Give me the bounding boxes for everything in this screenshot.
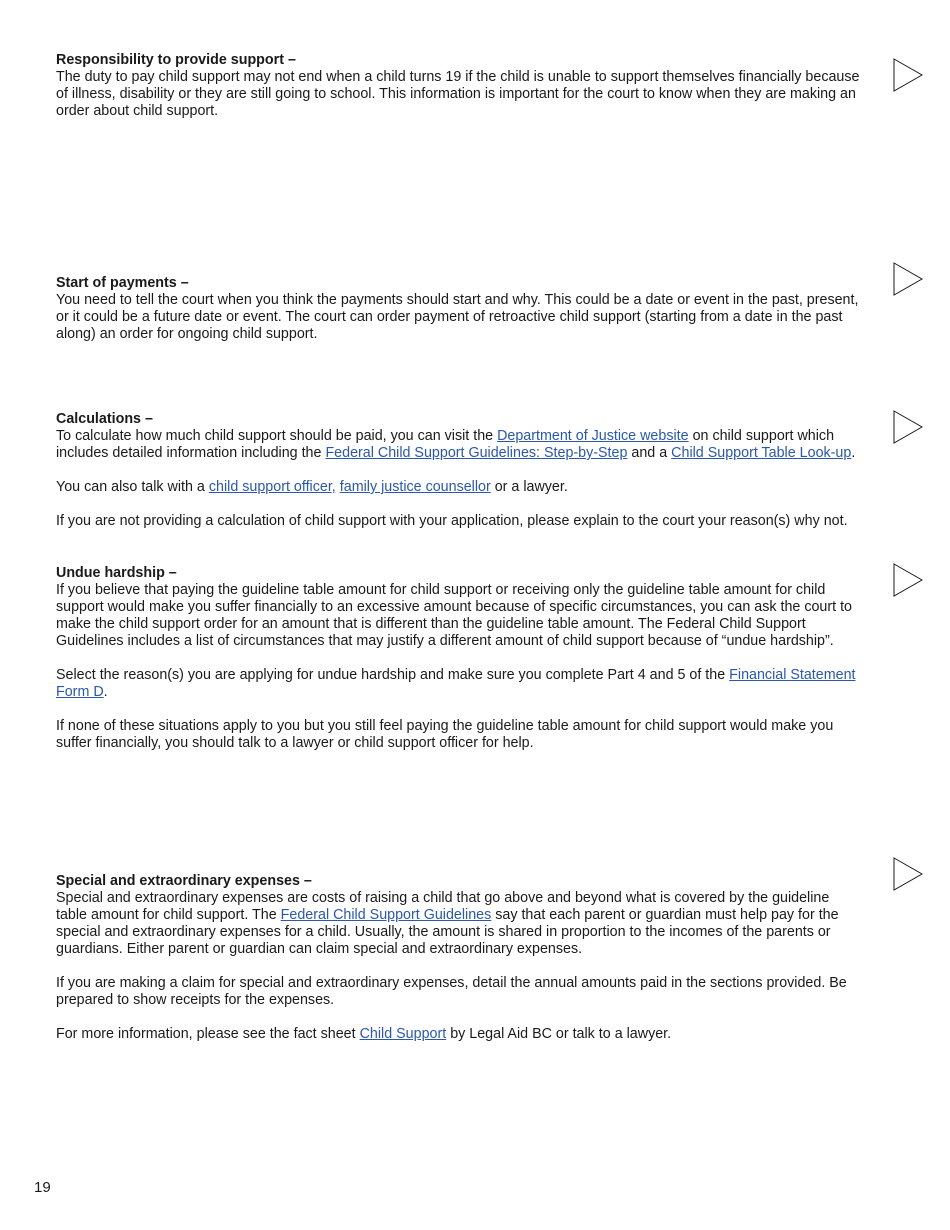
section-responsibility (56, 52, 862, 120)
paragraph: If you are making a claim for special and extraordinary expenses, detail the annual amounts paid in the sections provided. Be prepared to show receipts for the expenses. (56, 975, 847, 1008)
financial-statement-form-d-link[interactable]: Financial Statement Form D (56, 667, 856, 700)
triangle-arrow-icon (893, 410, 923, 444)
paragraph: If you believe that paying the guideline table amount for child support or receiving only the guideline table amount for child support would make you suffer financially to an excessive amount because of specific circumstances, you can ask the court to make the child support order for an amount that is different than the guideline table amount. The Federal Child Support Guidelines includes a list of circumstances that may justify a different amount of child support because of “undue hardship”. (56, 582, 853, 649)
triangle-arrow-icon (893, 58, 923, 92)
child-support-officer-link[interactable]: child support officer, (208, 479, 336, 495)
paragraph: If none of these situations apply to you but you still feel paying the guideline table amount for child support would make you suffer financially, you should talk to a lawyer or child support officer for help. (56, 718, 834, 751)
paragraph: If you are not providing a calculation of child support with your application, please explain to the court your reason(s) why not. (56, 513, 848, 529)
paragraph: You need to tell the court when you think the payments should start and why. This could be a date or event in the past, present, or it could be a future date or event. The court can order payment of retroactive child support (starting from a date in the past along) an order for ongoing child support. (56, 292, 859, 342)
paragraph: Select the reason(s) you are applying for undue hardship and make sure you complete Part 4 and 5 of the Financial Statement Form D. (56, 667, 856, 700)
section-undue-hardship (56, 565, 862, 752)
section-title-special: Special and extraordinary expenses – (56, 873, 312, 889)
guidelines-step-by-step-link[interactable]: Federal Child Support Guidelines: Step-by-Step (325, 445, 628, 461)
triangle-arrow-icon (893, 262, 923, 296)
department-of-justice-link[interactable]: Department of Justice website (497, 428, 689, 444)
triangle-arrow-icon (893, 857, 923, 891)
section-title-calculations: Calculations – (56, 411, 153, 427)
paragraph: To calculate how much child support should be paid, you can visit the Department of Justice website on child support which includes detailed information including the Federal Child Support Guidelines: Step-by-Step and a Child Support Table Look-up. (56, 428, 856, 461)
triangle-arrow-icon (893, 563, 923, 597)
section-title-start: Start of payments – (56, 275, 189, 291)
paragraph: Special and extraordinary expenses are costs of raising a child that go above and beyond what is covered by the guideline table amount for child support. The Federal Child Support Guidelines say that each parent or guardian must help pay for the special and extraordinary expenses for a child. Usually, the amount is shared in proportion to the incomes of the parents or guardians. Either parent or guardian can claim special and extraordinary expenses. (56, 890, 839, 957)
section-special-expenses (56, 873, 862, 1043)
section-title-responsibility: Responsibility to provide support – (56, 52, 296, 68)
page-number: 19 (34, 1179, 51, 1196)
section-start-of-payments (56, 275, 862, 343)
section-title-hardship: Undue hardship – (56, 565, 177, 581)
table-lookup-link[interactable]: Child Support Table Look-up (671, 445, 852, 461)
family-justice-counsellor-link[interactable]: family justice counsellor (339, 479, 491, 495)
child-support-fact-sheet-link[interactable]: Child Support (359, 1026, 447, 1042)
paragraph: For more information, please see the fact sheet Child Support by Legal Aid BC or talk to a lawyer. (56, 1026, 672, 1042)
paragraph: The duty to pay child support may not end when a child turns 19 if the child is unable to support themselves financially because of illness, disability or they are still going to school. This information is important for the court to know when they are making an order about child support. (56, 69, 860, 119)
paragraph: You can also talk with a child support officer, family justice counsellor or a lawyer. (56, 479, 568, 495)
section-calculations (56, 411, 862, 530)
federal-guidelines-link[interactable]: Federal Child Support Guidelines (280, 907, 492, 923)
